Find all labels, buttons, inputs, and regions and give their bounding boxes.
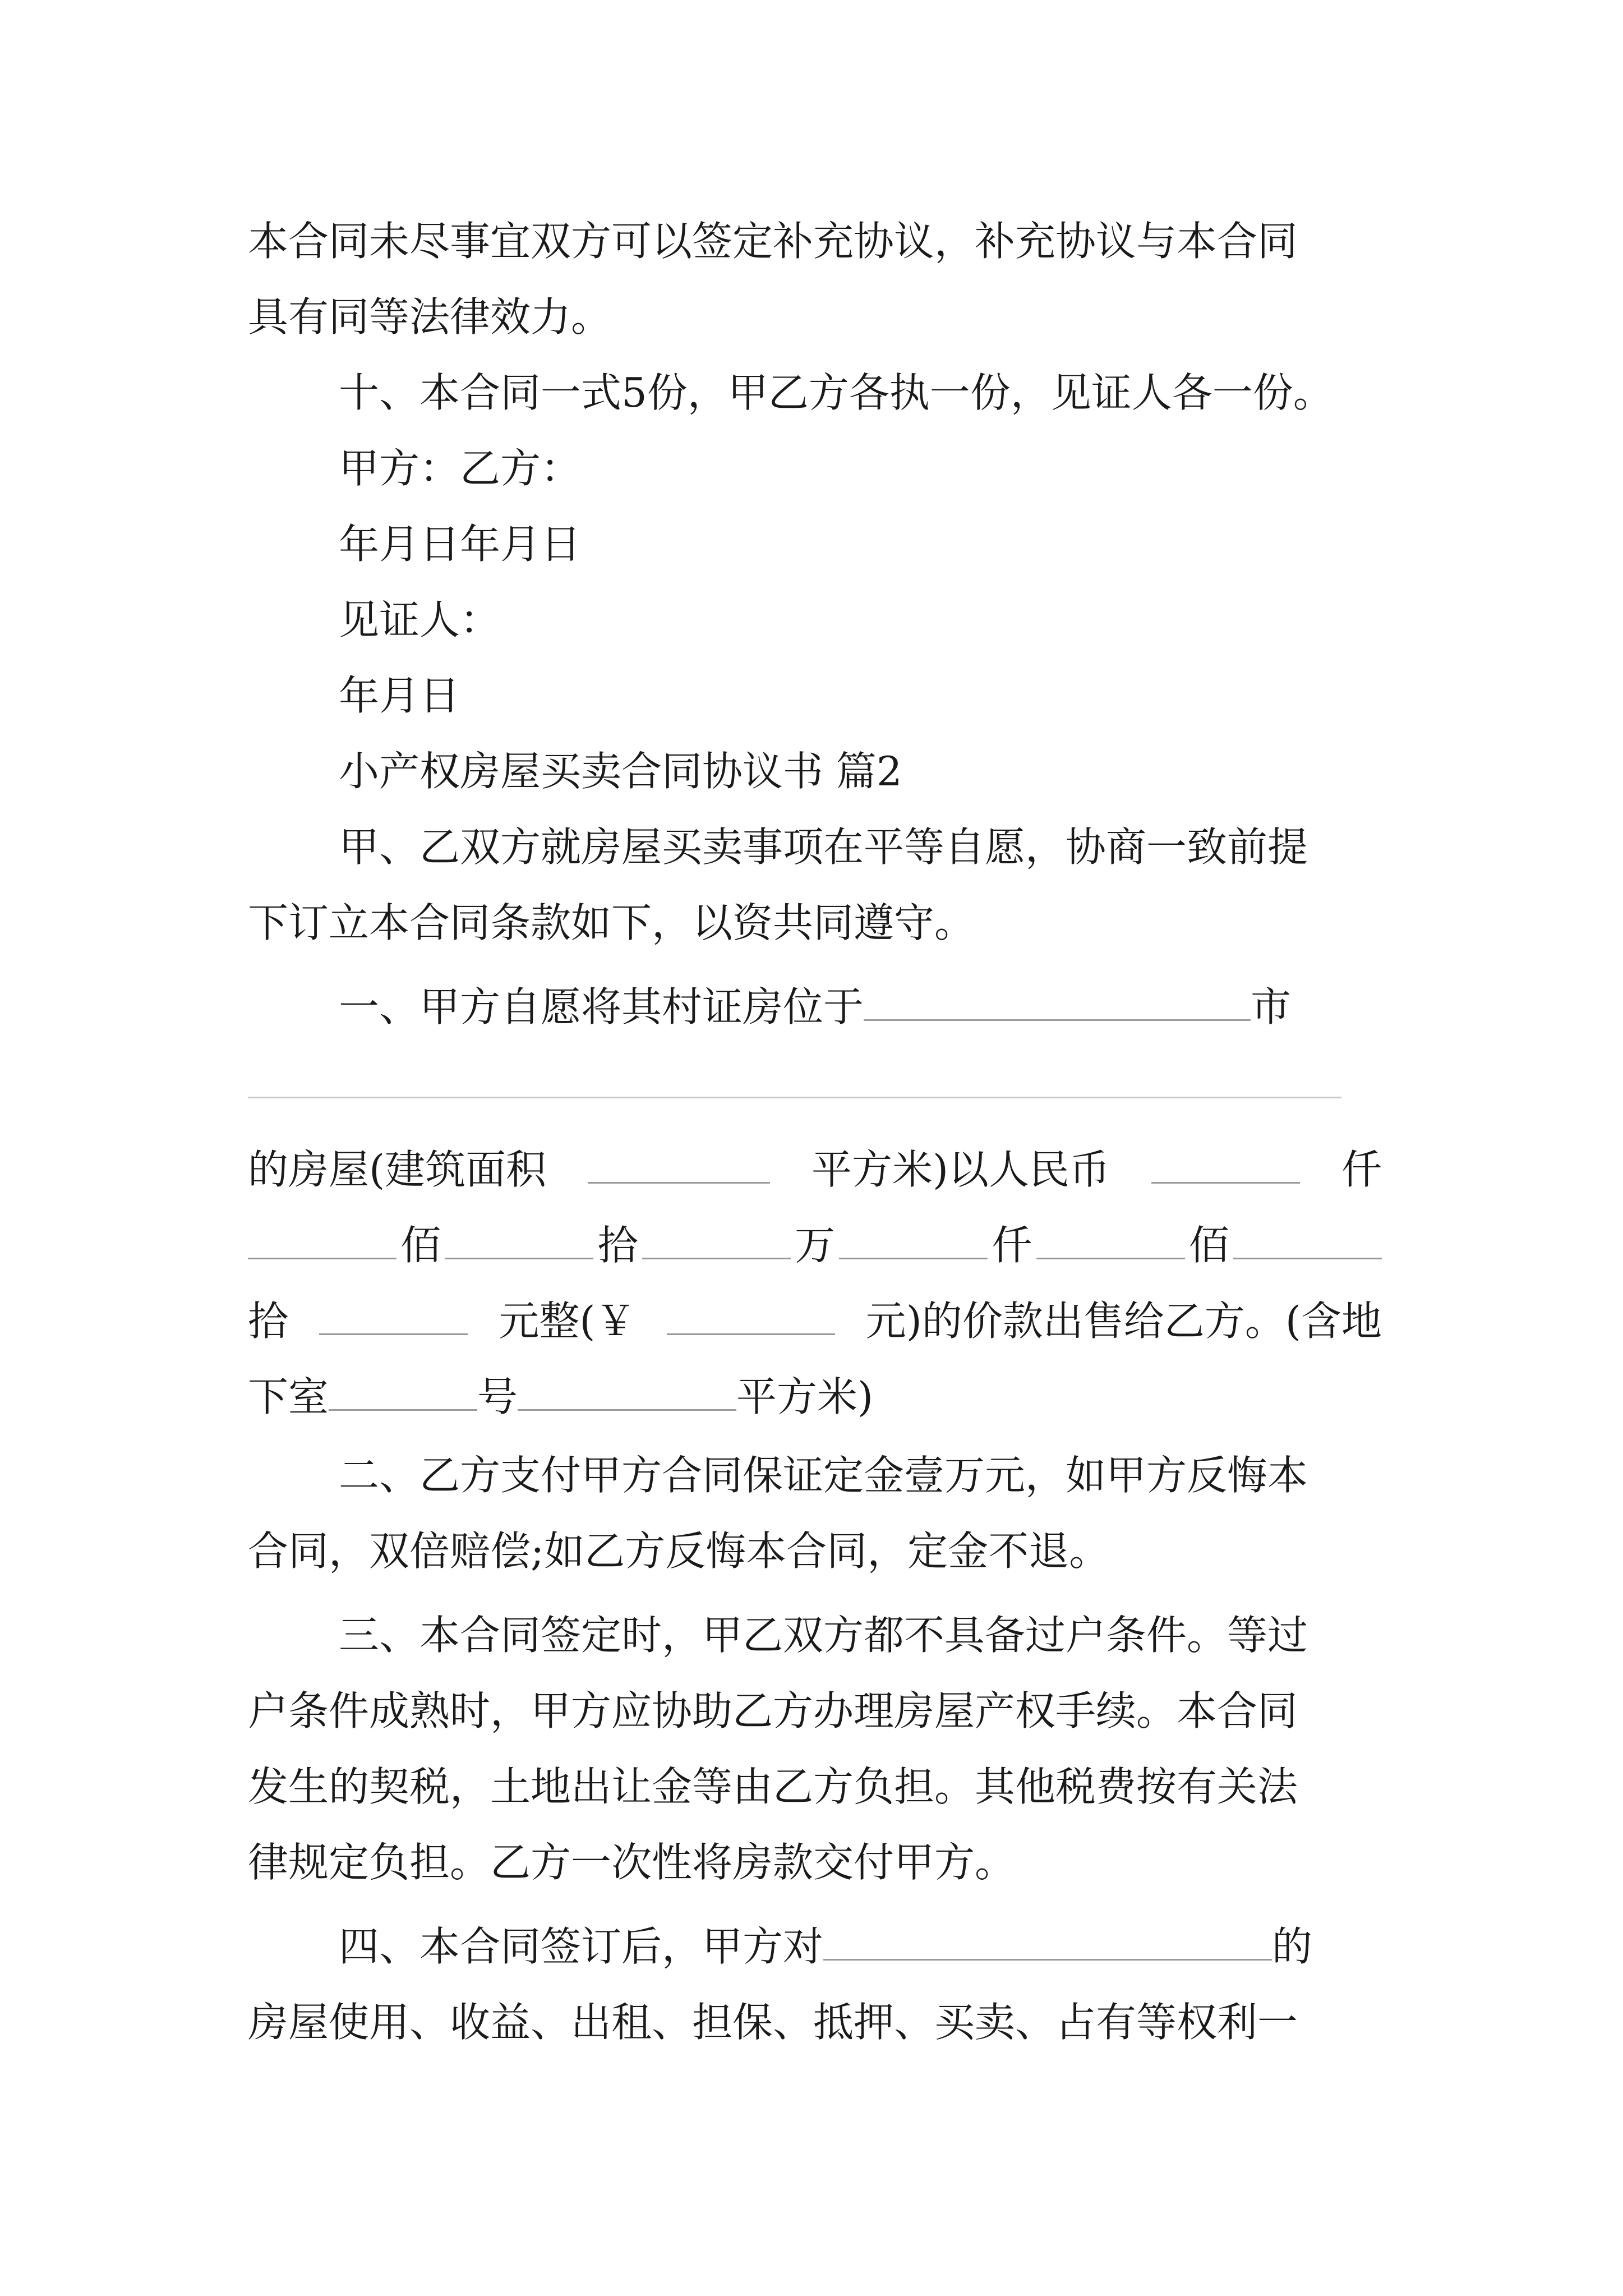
clause-one-line-3 bbox=[248, 1217, 1382, 1273]
currency-unit: 拾 bbox=[597, 1222, 638, 1269]
clause-ten: 十、本合同一式5份，甲乙方各执一份，见证人各一份。 bbox=[339, 369, 1334, 416]
witness-label: 见证人： bbox=[339, 596, 501, 643]
clause-one-line-2 bbox=[248, 1142, 1382, 1198]
paragraph-line: 户条件成熟时，甲方应协助乙方办理房屋产权手续。本合同 bbox=[248, 1687, 1298, 1734]
section-title: 小产权房屋买卖合同协议书 篇2 bbox=[339, 748, 902, 795]
fill-in-blank bbox=[319, 1293, 468, 1335]
clause-text: 元)的价款出售给乙方。(含地 bbox=[865, 1297, 1382, 1345]
clause-text: 平方米) bbox=[736, 1373, 874, 1420]
clause-four-line-1 bbox=[339, 1918, 1312, 1975]
clause-text: 的房屋(建筑面积 bbox=[248, 1146, 547, 1193]
fill-in-blank bbox=[642, 1217, 791, 1259]
paragraph-line: 发生的契税，土地出让金等由乙方负担。其他税费按有关法 bbox=[248, 1763, 1298, 1810]
fill-in-blank bbox=[1233, 1217, 1382, 1259]
fill-in-blank bbox=[839, 1217, 988, 1259]
signature-parties: 甲方：乙方： bbox=[339, 445, 582, 492]
paragraph-line: 三、本合同签定时，甲乙双方都不具备过户条件。等过 bbox=[339, 1612, 1308, 1659]
fill-in-blank bbox=[667, 1293, 835, 1335]
clause-text: 仟 bbox=[1341, 1146, 1382, 1193]
paragraph-line: 二、乙方支付甲方合同保证定金壹万元，如甲方反悔本 bbox=[339, 1452, 1308, 1499]
paragraph-line: 下订立本合同条款如下，以资共同遵守。 bbox=[248, 899, 975, 946]
clause-text: 一、甲方自愿将其村证房位于 bbox=[339, 983, 864, 1030]
fill-in-blank bbox=[588, 1142, 770, 1184]
currency-unit: 仟 bbox=[992, 1222, 1032, 1269]
clause-one-line-5 bbox=[248, 1369, 873, 1425]
paragraph-line: 房屋使用、收益、出租、担保、抵押、买卖、占有等权利一 bbox=[248, 1999, 1298, 2046]
clause-text: 四、本合同签订后，甲方对 bbox=[339, 1923, 824, 1970]
clause-text: 下室 bbox=[248, 1373, 329, 1420]
fill-in-blank bbox=[248, 1217, 396, 1259]
paragraph-line: 具有同等法律效力。 bbox=[248, 293, 612, 341]
clause-text: 市 bbox=[1251, 983, 1292, 1030]
clause-text: 的 bbox=[1272, 1923, 1313, 1970]
currency-unit: 拾 bbox=[248, 1297, 289, 1345]
paragraph-line: 合同，双倍赔偿;如乙方反悔本合同，定金不退。 bbox=[248, 1527, 1110, 1575]
clause-text: 元整(￥ bbox=[499, 1297, 636, 1345]
fill-in-blank bbox=[864, 979, 1251, 1021]
clause-one-line-1 bbox=[339, 979, 1291, 1035]
signature-dates: 年月日年月日 bbox=[339, 521, 582, 568]
fill-in-rule bbox=[248, 1097, 1341, 1098]
paragraph-line: 甲、乙双方就房屋买卖事项在平等自愿，协商一致前提 bbox=[339, 823, 1308, 871]
fill-in-blank bbox=[329, 1369, 477, 1411]
paragraph-line: 律规定负担。乙方一次性将房款交付甲方。 bbox=[248, 1839, 1016, 1886]
currency-unit: 佰 bbox=[400, 1222, 441, 1269]
clause-text: 号 bbox=[477, 1373, 518, 1420]
fill-in-blank bbox=[823, 1918, 1272, 1961]
fill-in-blank bbox=[445, 1217, 593, 1259]
currency-unit: 万 bbox=[794, 1222, 835, 1269]
fill-in-blank bbox=[1036, 1217, 1185, 1259]
witness-date: 年月日 bbox=[339, 672, 460, 719]
fill-in-blank bbox=[1151, 1142, 1300, 1184]
currency-unit: 佰 bbox=[1188, 1222, 1229, 1269]
fill-in-blank bbox=[518, 1369, 736, 1411]
clause-one-line-4 bbox=[248, 1293, 1382, 1349]
clause-text: 平方米)以人民币 bbox=[811, 1146, 1110, 1193]
paragraph-line: 本合同未尽事宜双方可以签定补充协议，补充协议与本合同 bbox=[248, 218, 1298, 265]
